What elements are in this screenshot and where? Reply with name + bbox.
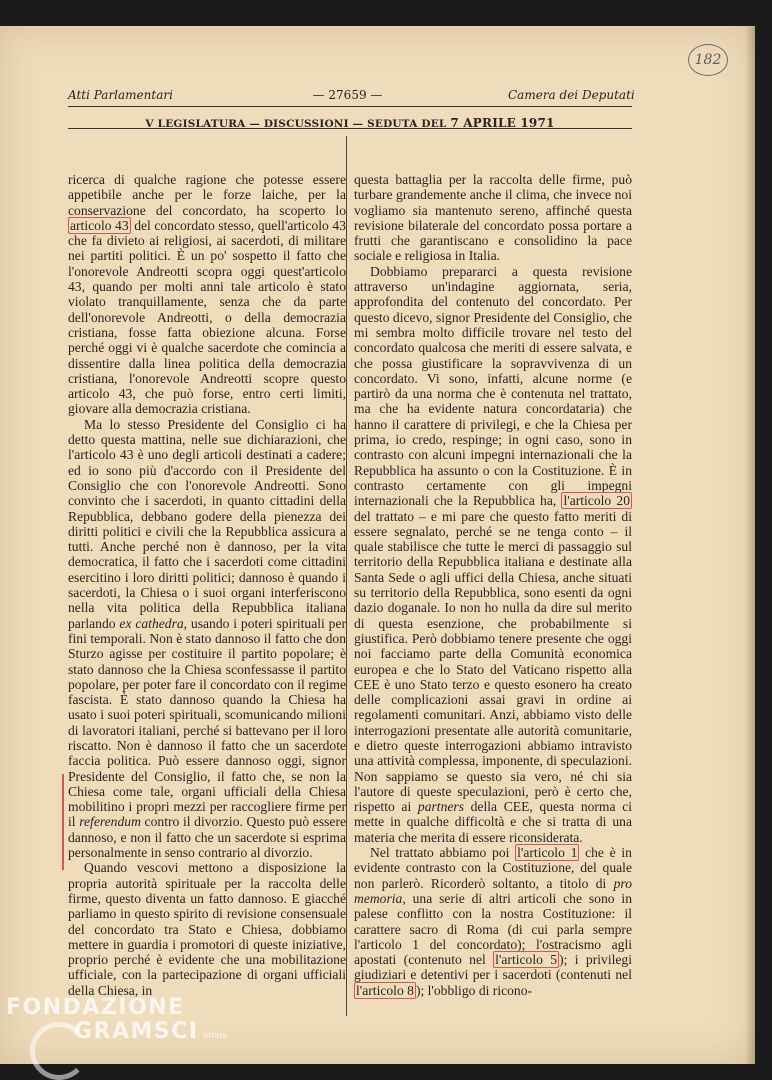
watermark-line2: GRAMSCI onlus [74,1019,227,1044]
highlight-mark: articolo 43 [70,217,129,233]
paragraph: Quando vescovi mettono a disposizione la propria autorità spirituale per la raccolta delle firme, questo diventa un fatto dannoso. E giacché parliamo in questo spirito di revisione consensuale del concordato tra Stato e Chiesa, dobbiamo mettere in guardia i promotori di queste iniziative, proprio perché è evidente che una mobilitazione ufficiale, con la partecipazione di organi ufficiali della Chiesa, in [68,860,346,998]
paragraph: Dobbiamo prepararci a questa revisione attraverso un'indagine aggiornata, seria, approfondita del contenuto del concordato. Per questo dicevo, signor Presidente del Consiglio, che mi sembra molto difficile trovare nel testo del concordato qualcosa che meriti di essere salvata, e che possa giustificare la sopravvivenza di un concordato. Vi sono, infatti, alcune norme (e partirò da una norma che è contenuta nel trattato, ma che ha evidente natura concordataria) che hanno il carattere di privilegi, e che la Chiesa per prima, io credo, respinge; in ogni caso, sono in contrasto con alcuni impegni internazionali che la Repubblica ha assunto o con la Costituzione. È in contrasto certamente con gli impegni internazionali che la Repubblica ha, l'articolo 20 del trattato – e mi pare che questo fatto meriti di essere segnalato, perché se ne tenga conto – il quale stabilisce che tutte le merci di passaggio sul territorio della Repubblica italiana e destinate alla Santa Sede o agli uffici della Chiesa, anche situati su territorio della Repubblica, sono esenti da ogni dazio doganale. Io non ho nulla da dire sul merito di questa esenzione, che probabilmente si giustifica. Però dobbiamo tenere presente che oggi noi facciamo parte della Comunità economica europea e che lo Stato del Vaticano rispetto alla CEE è uno Stato terzo e questo esonero ha creato delle complicazioni assai gravi in ordine ai regolamenti comunitari. Anzi, abbiamo visto delle interrogazioni presentate alle autorità comunitarie, e dietro queste interrogazioni abbiamo intravisto una attività complessa, imponente, di speculazioni. Non sappiamo se questo sia vero, né chi sia l'autore di queste speculazioni, però è certo che, rispetto ai partners della CEE, questa norma ci mette in qualche difficoltà e che si tratta di una materia che merita di essere riconsiderata. [354,263,633,845]
document-page [0,26,755,1064]
session-date: 7 APRILE 1971 [450,116,555,130]
header-rule-top [68,106,632,107]
paragraph: Ma lo stesso Presidente del Consiglio ci ha detto questa mattina, nelle sue dichiarazioni, che l'articolo 43 è uno degli articoli destinati a cadere; ed io sono più d'accordo con il Presidente del Consiglio che con l'onorevole Andreotti. Sono convinto che i sacerdoti, in quanto cittadini della Repubblica, debbano godere della pienezza dei diritti politici e civili che la Repubblica assicura a tutti. Anche perché non è dannoso, per la vita democratica, il fatto che i sacerdoti come cittadini esercitino i loro diritti politici; dannoso è quando i sacerdoti, la Chiesa o i suoi organi interferiscono nella vita politica della Repubblica italiana parlando ex cathedra, usando i poteri spirituali per fini temporali. Non è stato dannoso il fatto che don Sturzo agisse per costituire il partito popolare; è stato dannoso che la Chiesa sconfessasse il partito popolare, per poter fare il concordato con il regime fascista. È stato dannoso quando la Chiesa ha usato i suoi poteri spirituali, scomunicando milioni di lavoratori italiani, perché si battevano per il loro riscatto. Non è dannoso il fatto che un sacerdote faccia politica. Può essere dannoso oggi, signor Presidente del Consiglio, il fatto che, se non la Chiesa come tale, organi ufficiali della Chiesa mobilitino i propri mezzi per raccogliere firme per il referendum contro il divorzio. Questo può essere dannoso, e non il fatto che un sacerdote si esprima personalmente in senso contrario al divorzio. [68,416,347,861]
paragraph: ricerca di qualche ragione che potesse essere appetibile anche per le forze laiche, per la conservazione del concordato, ha scoperto lo articolo 43 del concordato stesso, quell'articolo 43 che fa divieto ai religiosi, ai sacerdoti, di militare nei partiti politici. È un po' sospetto il fatto che l'onorevole Andreotti scopra oggi quest'articolo 43, quando per molti anni tale articolo è stato violato tranquillamente, senza che da parte dell'onorevole Andreotti, o della democrazia cristiana, fosse fatta obiezione alcuna. Forse perché oggi vi è qualche sacerdote che comincia a dissentire dalla linea politica della democrazia cristiana, l'onorevole Andreotti scopre questo articolo 43, che può forse, entro certi limiti, giovare alla democrazia cristiana. [68,172,346,417]
highlight-mark: l'articolo 5 [495,952,558,968]
margin-annotation-line [62,774,64,870]
highlight-mark: l'articolo 20 [563,493,630,509]
highlight-mark: l'articolo 8 [356,982,414,998]
watermark-line1: FONDAZIONE [6,995,185,1020]
header-left: Atti Parlamentari [68,88,173,102]
highlight-mark: l'articolo 1 [517,845,578,861]
paragraph: Nel trattato abbiamo poi l'articolo 1 che è in evidente contrasto con la Costituzione, del quale non parlerò. Ricorderò soltanto, a titolo di pro memoria, una serie di altri articoli che sono in palese conflitto con la nostra Costituzione: il carattere sacro di Roma (di cui parla sempre l'articolo 1 del concordato); l'ostracismo agli apostati (contenuto nel l'articolo 5 ); i privilegi giudiziari e detentivi per i sacerdoti (contenuti nel l'articolo 8 ); l'obbligo di ricono- [354,845,632,998]
right-column [354,172,632,998]
watermark [6,996,227,1048]
left-column [68,172,346,998]
header-page-number: — 27659 — [312,88,383,102]
column-divider [346,136,347,1016]
paragraph: questa battaglia per la raccolta delle firme, può turbare grandemente anche il clima, che invece noi vogliamo sia mantenuto sereno, affinché questa revisione bilaterale del concordato possa portare a frutti che garantiscano e consolidino la pace sociale e religiosa in Italia. [354,172,632,264]
archive-page-number: 182 [688,44,728,76]
session-prefix: V LEGISLATURA — DISCUSSIONI — SEDUTA DEL [145,118,447,130]
header-rule-bottom [68,128,632,129]
header-right: Camera dei Deputati [508,88,635,102]
